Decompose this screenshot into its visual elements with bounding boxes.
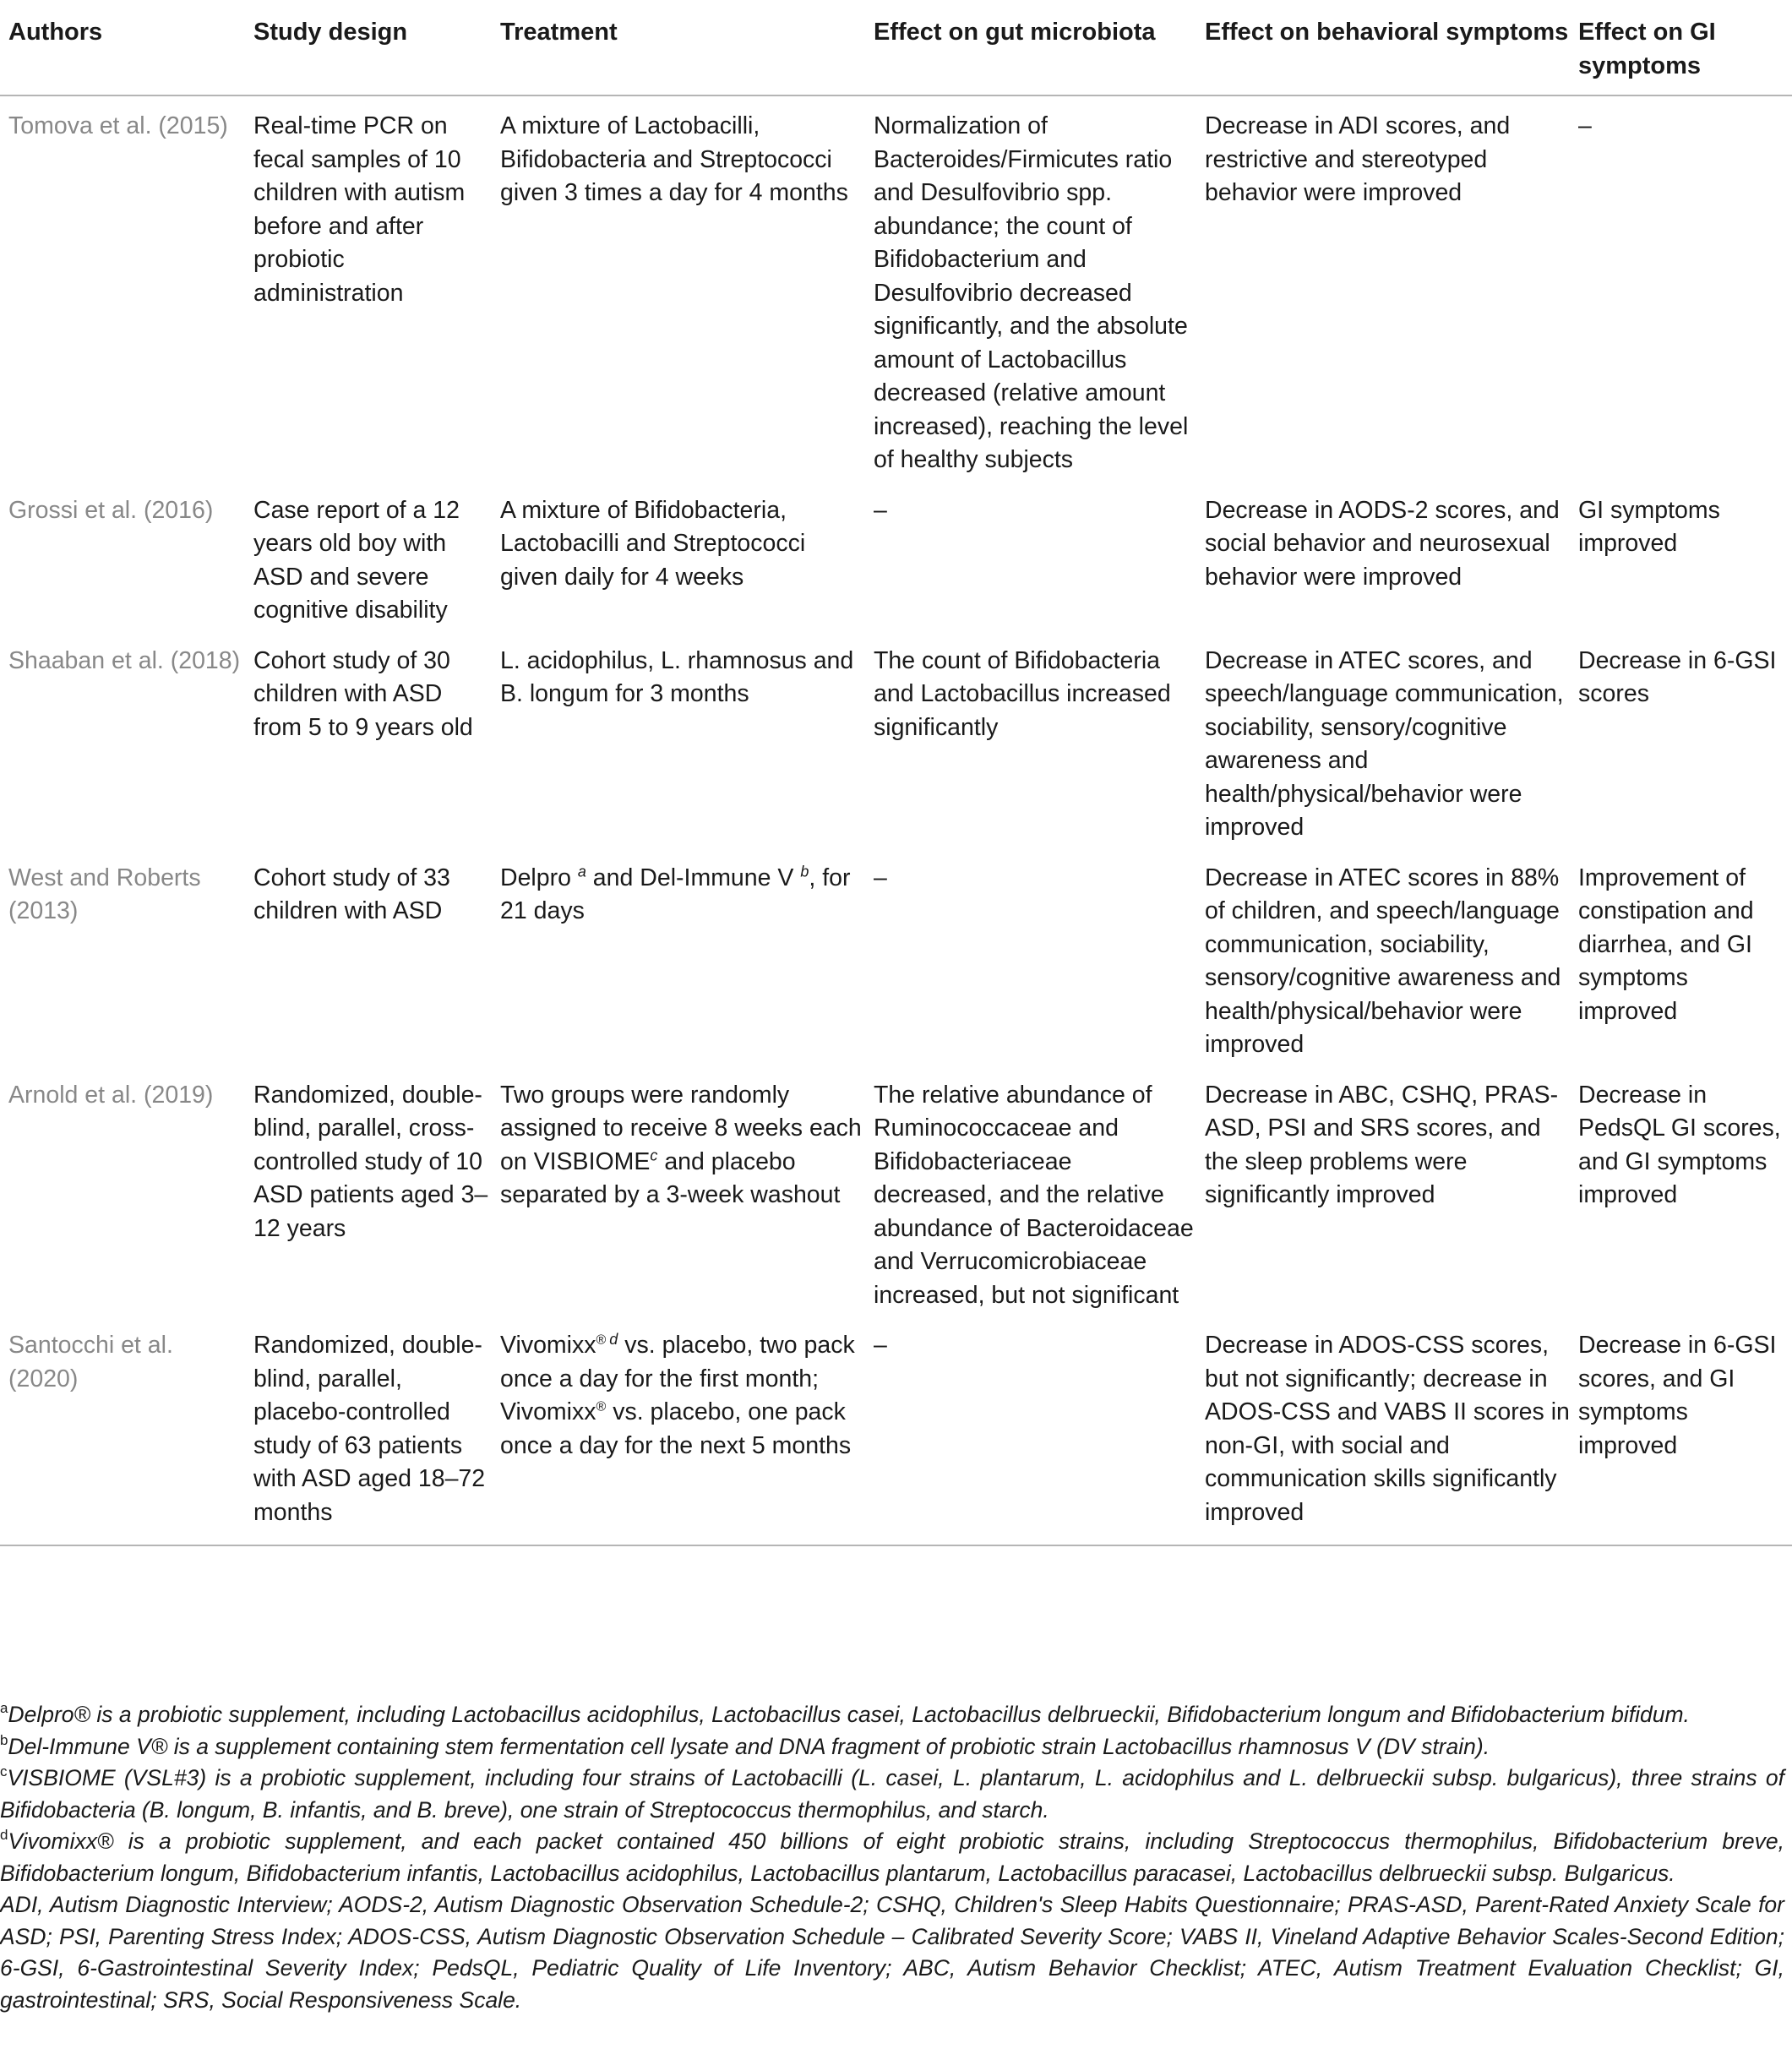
table-row <box>0 631 1792 848</box>
cell-microbiota: – <box>874 864 887 891</box>
footnote-mark: b <box>0 1731 8 1748</box>
footnote-abbreviations: ADI, Autism Diagnostic Interview; AODS-2, Autism Diagnostic Observation Schedule-2; CSHQ, Children's Sleep Habits Questionnaire; PRAS-ASD, Parent-Rated Anxiety Scale for ASD; PSI, Parenting Stress Index; ADOS-CSS, Autism Diagnostic Observation Schedule – Calibrated Severity Score; VABS II, Vineland Adaptive Behavior Scales-Second Edition; 6-GSI, 6-Gastrointestinal Severity Index; PedsQL, Pediatric Quality of Life Inventory; ABC, Autism Behavior Checklist; ATEC, Autism Treatment Evaluation Checklist; GI, gastrointestinal; SRS, Social Responsiveness Scale. <box>0 1892 1784 2013</box>
cell-behavioral: Decrease in ABC, CSHQ, PRAS-ASD, PSI and SRS scores, and the sleep problems were significantly improved <box>1205 1081 1559 1208</box>
cell-authors: Arnold et al. (2019) <box>8 1081 214 1109</box>
footnote-marker: d <box>609 1330 618 1348</box>
treatment-text: Delpro <box>500 864 578 891</box>
treatment-text: Vivomixx <box>500 1332 596 1359</box>
table-row <box>0 1316 1792 1545</box>
cell-behavioral: Decrease in ATEC scores in 88% of children, and speech/language communication, sociability, sensory/cognitive awareness and health/physical/behavior were improved <box>1205 864 1561 1058</box>
cell-behavioral: Decrease in ATEC scores, and speech/language communication, sociability, sensory/cognitive awareness and health/physical/behavior were improved <box>1205 646 1564 841</box>
cell-design: Real-time PCR on fecal samples of 10 children with autism before and after probiotic administration <box>253 112 466 307</box>
table-footnotes <box>0 1699 1784 2016</box>
cell-gi: Decrease in 6-GSI scores <box>1578 646 1777 707</box>
treatment-text: and Del-Immune V <box>586 864 801 891</box>
cell-treatment: A mixture of Bifidobacteria, Lactobacilli and Streptococci given daily for 4 weeks <box>500 496 806 591</box>
header-gi: Effect on GI symptoms <box>1578 19 1716 79</box>
footnote-marker: a <box>577 863 586 880</box>
header-authors: Authors <box>8 19 103 46</box>
registered-mark: ® <box>596 1332 607 1348</box>
cell-behavioral: Decrease in AODS-2 scores, and social behavior and neurosexual behavior were improved <box>1205 496 1560 591</box>
footnote-b <box>0 1731 1784 1763</box>
cell-authors: Tomova et al. (2015) <box>8 112 228 139</box>
treatment-text: and placebo separated by a 3-week washout <box>500 1147 841 1208</box>
cell-gi: Improvement of constipation and diarrhea, and GI symptoms improved <box>1578 864 1754 1025</box>
footnote-c <box>0 1763 1784 1826</box>
cell-authors: Santocchi et al. (2020) <box>8 1332 173 1392</box>
cell-treatment <box>492 848 865 1065</box>
footnote-mark: a <box>0 1700 8 1716</box>
header-treatment: Treatment <box>500 19 618 46</box>
treatment-text: , for 21 days <box>500 864 851 924</box>
footnote-text: VISBIOME (VSL#3) is a probiotic supplement, including four strains of Lactobacilli (L. casei, L. plantarum, L. acidophilus and L. delbrueckii subsp. bulgaricus), three strains of Bifidobacteria (B. longum, B. infantis, and B. breve), one strain of Streptococcus thermophilus, and starch. <box>0 1765 1784 1823</box>
cell-behavioral: Decrease in ADI scores, and restrictive and stereotyped behavior were improved <box>1205 112 1511 206</box>
cell-treatment <box>492 1065 865 1316</box>
cell-treatment <box>492 1316 865 1545</box>
cell-gi: Decrease in PedsQL GI scores, and GI symptoms improved <box>1578 1081 1781 1208</box>
cell-authors: Grossi et al. (2016) <box>8 496 214 524</box>
cell-design: Randomized, double-blind, parallel, placebo-controlled study of 63 patients with ASD aged 18–72 months <box>253 1332 486 1526</box>
cell-gi: GI symptoms improved <box>1578 496 1720 557</box>
cell-behavioral: Decrease in ADOS-CSS scores, but not significantly; decrease in ADOS-CSS and VABS II scores in non-GI, with social and communication skills significantly improved <box>1205 1332 1570 1526</box>
table-row <box>0 481 1792 631</box>
footnote-text: Del-Immune V® is a supplement containing stem fermentation cell lysate and DNA fragment of probiotic strain Lactobacillus rhamnosus V (DV strain). <box>8 1733 1490 1759</box>
cell-authors: Shaaban et al. (2018) <box>8 646 241 674</box>
cell-design: Case report of a 12 years old boy with ASD and severe cognitive disability <box>253 496 460 624</box>
footnote-marker: c <box>650 1147 658 1163</box>
cell-microbiota: The count of Bifidobacteria and Lactobacillus increased significantly <box>874 646 1171 741</box>
cell-treatment: L. acidophilus, L. rhamnosus and B. longum for 3 months <box>500 646 854 707</box>
treatment-text: vs. placebo, one pack once a day for the next 5 months <box>500 1398 852 1459</box>
header-gut-microbiota: Effect on gut microbiota <box>874 19 1156 46</box>
footnote-text: Delpro® is a probiotic supplement, including Lactobacillus acidophilus, Lactobacillus casei, Lactobacillus delbrueckii, Bifidobacterium longum and Bifidobacterium bifidum. <box>8 1702 1690 1727</box>
cell-gi: Decrease in 6-GSI scores, and GI symptoms improved <box>1578 1332 1777 1459</box>
table-row <box>0 95 1792 481</box>
cell-design: Cohort study of 33 children with ASD <box>253 864 450 924</box>
cell-microbiota: Normalization of Bacteroides/Firmicutes ratio and Desulfovibrio spp. abundance; the count of Bifidobacterium and Desulfovibrio decreased significantly, and the absolute amount of Lactobacillus decreased (relative amount increased), reaching the level of healthy subjects <box>874 112 1189 473</box>
cell-microbiota: The relative abundance of Ruminococcaceae and Bifidobacteriaceae decreased, and the relative abundance of Bacteroidaceae and Verrucomicrobiaceae increased, but not significant <box>874 1081 1194 1309</box>
footnote-mark: c <box>0 1763 8 1779</box>
cell-gi: – <box>1578 112 1592 139</box>
cell-authors: West and Roberts (2013) <box>8 864 201 924</box>
cell-microbiota: – <box>874 1332 887 1359</box>
cell-design: Randomized, double-blind, parallel, cross-controlled study of 10 ASD patients aged 3–12 years <box>253 1081 488 1242</box>
table-header-row <box>0 0 1792 95</box>
footnote-a <box>0 1699 1784 1731</box>
footnote-d <box>0 1826 1784 1889</box>
footnote-mark: d <box>0 1827 8 1843</box>
cell-microbiota: – <box>874 496 887 524</box>
treatment-text: vs. placebo, two pack once a day for the first month; Vivomixx <box>500 1332 855 1425</box>
registered-mark: ® <box>596 1399 607 1414</box>
header-study-design: Study design <box>253 19 408 46</box>
treatment-text: Two groups were randomly assigned to receive 8 weeks each on VISBIOME <box>500 1081 862 1175</box>
footnote-marker: b <box>800 863 809 880</box>
cell-design: Cohort study of 30 children with ASD from 5 to 9 years old <box>253 646 473 741</box>
header-behavioral: Effect on behavioral symptoms <box>1205 19 1569 46</box>
table-row <box>0 1065 1792 1316</box>
cell-treatment: A mixture of Lactobacilli, Bifidobacteria and Streptococci given 3 times a day for 4 months <box>500 112 848 206</box>
footnote-text: Vivomixx® is a probiotic supplement, and each packet contained 450 billions of eight probiotic strains, including Streptococcus thermophilus, Bifidobacterium breve, Bifidobacterium longum, Bifidobacterium infantis, Lactobacillus acidophilus, Lactobacillus plantarum, Lactobacillus paracasei, Lactobacillus delbrueckii subsp. Bulgaricus. <box>0 1828 1784 1886</box>
table-row <box>0 848 1792 1065</box>
